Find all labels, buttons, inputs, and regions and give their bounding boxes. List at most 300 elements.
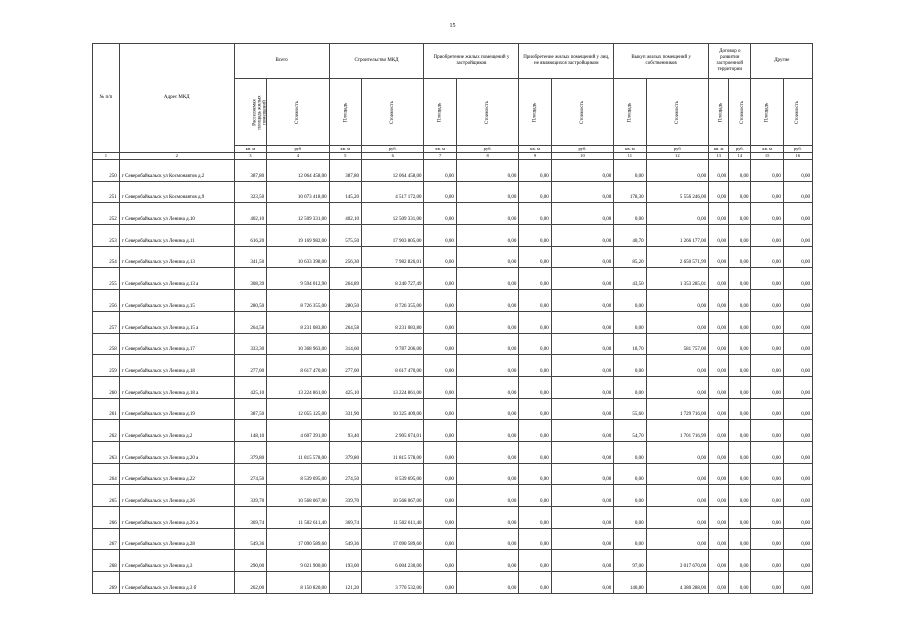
header-group-other: Другие — [751, 44, 813, 79]
column-number-cell: 8 — [456, 153, 519, 160]
value-cell: 193,00 — [329, 550, 361, 572]
value-cell: 0,00 — [456, 355, 519, 377]
value-cell: 0,00 — [551, 355, 614, 377]
value-cell: 387,80 — [329, 160, 361, 182]
table-row — [93, 246, 813, 268]
address-cell: г Северобайкальск ул Ленина д.28 — [119, 528, 234, 550]
value-cell: 280,50 — [234, 290, 266, 312]
value-cell: 0,00 — [519, 420, 551, 442]
value-cell: 0,00 — [751, 528, 783, 550]
value-cell: 0,00 — [751, 463, 783, 485]
unit-cell: руб — [646, 146, 709, 153]
value-cell: 0,00 — [424, 441, 456, 463]
value-cell: 0,00 — [551, 376, 614, 398]
row-number-cell: 257 — [93, 311, 120, 333]
address-cell: г Северобайкальск ул Ленина д.13 — [119, 246, 234, 268]
value-cell: 0,00 — [646, 507, 709, 529]
value-cell: 0,00 — [519, 485, 551, 507]
value-cell: 549,36 — [329, 528, 361, 550]
value-cell: 0,00 — [614, 311, 646, 333]
value-cell: 3 770 532,00 — [361, 572, 424, 594]
table-row — [93, 507, 813, 529]
value-cell: 18,70 — [614, 333, 646, 355]
unit-cell: руб. — [361, 146, 424, 153]
value-cell: 581 757,00 — [646, 333, 709, 355]
header-column-numbers — [93, 153, 813, 160]
value-cell: 0,00 — [424, 181, 456, 203]
value-cell: 0,00 — [456, 203, 519, 225]
value-cell: 43,50 — [614, 268, 646, 290]
value-cell: 0,00 — [783, 572, 812, 594]
value-cell: 0,00 — [709, 333, 729, 355]
value-cell: 0,00 — [519, 572, 551, 594]
address-cell: г Северобайкальск ул Ленина д.3 б — [119, 572, 234, 594]
value-cell: 0,00 — [783, 485, 812, 507]
header-group-buyout-owners: Выкуп жилых помещений у собственников — [614, 44, 709, 79]
value-cell: 0,00 — [456, 507, 519, 529]
unit-cell: руб. — [456, 146, 519, 153]
value-cell: 0,00 — [709, 268, 729, 290]
table-row — [93, 485, 813, 507]
header-sub: Площадь — [519, 79, 551, 146]
value-cell: 55,60 — [614, 398, 646, 420]
table-row — [93, 441, 813, 463]
value-cell: 0,00 — [729, 441, 751, 463]
value-cell: 8 231 083,80 — [361, 311, 424, 333]
column-number-cell: 6 — [361, 153, 424, 160]
value-cell: 0,00 — [519, 550, 551, 572]
value-cell: 0,00 — [519, 160, 551, 182]
value-cell: 0,00 — [424, 507, 456, 529]
address-cell: г Северобайкальск ул Космонавтов д.2 — [119, 160, 234, 182]
address-cell: г Северобайкальск ул Ленина д.2 — [119, 420, 234, 442]
value-cell: 8 617 470,00 — [361, 355, 424, 377]
value-cell: 0,00 — [751, 333, 783, 355]
value-cell: 7 982 826,01 — [361, 246, 424, 268]
value-cell: 0,00 — [614, 290, 646, 312]
value-cell: 9 594 012,90 — [267, 268, 330, 290]
value-cell: 10 568 067,00 — [267, 485, 330, 507]
address-cell: г Северобайкальск ул Космонавтов д.9 — [119, 181, 234, 203]
value-cell: 0,00 — [729, 572, 751, 594]
value-cell: 0,00 — [646, 290, 709, 312]
value-cell: 0,00 — [646, 485, 709, 507]
value-cell: 0,00 — [614, 376, 646, 398]
value-cell: 11 815 578,00 — [361, 441, 424, 463]
value-cell: 0,00 — [424, 246, 456, 268]
column-number-cell: 12 — [646, 153, 709, 160]
value-cell: 0,00 — [783, 463, 812, 485]
value-cell: 4 380 288,00 — [646, 572, 709, 594]
value-cell: 0,00 — [709, 420, 729, 442]
value-cell: 19 169 982,00 — [267, 225, 330, 247]
value-cell: 0,00 — [729, 160, 751, 182]
header-group-construction: Строительство МКД — [329, 44, 424, 79]
value-cell: 17 090 589,60 — [361, 528, 424, 550]
value-cell: 0,00 — [709, 550, 729, 572]
row-number-cell: 269 — [93, 572, 120, 594]
row-number-cell: 254 — [93, 246, 120, 268]
value-cell: 0,00 — [751, 376, 783, 398]
value-cell: 0,00 — [646, 355, 709, 377]
value-cell: 0,00 — [456, 463, 519, 485]
value-cell: 0,00 — [551, 507, 614, 529]
header-group-purchase-non-developers: Приобретение жилых помещений у лиц, не являющихся застройщиком — [519, 44, 614, 79]
table-header — [93, 44, 813, 160]
value-cell: 1 266 177,00 — [646, 225, 709, 247]
table-body — [93, 160, 813, 594]
table-row — [93, 398, 813, 420]
value-cell: 0,00 — [614, 528, 646, 550]
header-group-territory-development: Договор о развитии застроенной территории — [709, 44, 751, 79]
value-cell: 0,00 — [424, 463, 456, 485]
value-cell: 10 633 398,00 — [267, 246, 330, 268]
value-cell: 0,00 — [709, 398, 729, 420]
value-cell: 0,00 — [424, 398, 456, 420]
unit-cell: руб. — [729, 146, 751, 153]
row-number-cell: 263 — [93, 441, 120, 463]
table-row — [93, 333, 813, 355]
address-cell: г Северобайкальск ул Ленина д.13 а — [119, 268, 234, 290]
row-number-cell: 250 — [93, 160, 120, 182]
value-cell: 0,00 — [519, 311, 551, 333]
value-cell: 0,00 — [751, 355, 783, 377]
value-cell: 0,00 — [783, 355, 812, 377]
value-cell: 85,20 — [614, 246, 646, 268]
value-cell: 0,00 — [729, 398, 751, 420]
address-cell: г Северобайкальск ул Ленина д.15 а — [119, 311, 234, 333]
value-cell: 0,00 — [614, 355, 646, 377]
column-number-cell: 7 — [424, 153, 456, 160]
unit-cell: руб — [267, 146, 330, 153]
unit-cell: руб. — [783, 146, 812, 153]
header-sub: Площадь — [329, 79, 361, 146]
column-number-cell: 9 — [519, 153, 551, 160]
value-cell: 8 617 470,00 — [267, 355, 330, 377]
value-cell: 10 073 418,00 — [267, 181, 330, 203]
value-cell: 0,00 — [709, 572, 729, 594]
value-cell: 12 509 331,00 — [267, 203, 330, 225]
header-sub: Площадь — [424, 79, 456, 146]
value-cell: 0,00 — [614, 507, 646, 529]
value-cell: 0,00 — [751, 203, 783, 225]
value-cell: 0,00 — [551, 398, 614, 420]
value-cell: 0,00 — [729, 485, 751, 507]
value-cell: 0,00 — [729, 246, 751, 268]
column-number-cell: 13 — [709, 153, 729, 160]
value-cell: 0,00 — [424, 528, 456, 550]
value-cell: 0,00 — [646, 376, 709, 398]
value-cell: 0,00 — [519, 246, 551, 268]
value-cell: 0,00 — [646, 528, 709, 550]
value-cell: 0,00 — [751, 268, 783, 290]
value-cell: 0,00 — [551, 550, 614, 572]
row-number-cell: 267 — [93, 528, 120, 550]
header-sub: Стоимость — [729, 79, 751, 146]
value-cell: 277,00 — [234, 355, 266, 377]
value-cell: 0,00 — [751, 246, 783, 268]
value-cell: 0,00 — [456, 550, 519, 572]
value-cell: 0,00 — [783, 311, 812, 333]
value-cell: 0,00 — [783, 203, 812, 225]
table-row — [93, 203, 813, 225]
value-cell: 0,00 — [519, 225, 551, 247]
column-number-cell: 1 — [93, 153, 120, 160]
value-cell: 0,00 — [709, 225, 729, 247]
value-cell: 264,58 — [329, 311, 361, 333]
value-cell: 0,00 — [729, 333, 751, 355]
page-number: 15 — [449, 23, 456, 29]
value-cell: 425,10 — [329, 376, 361, 398]
value-cell: 274,50 — [329, 463, 361, 485]
value-cell: 0,00 — [456, 311, 519, 333]
address-cell: г Северобайкальск ул Ленина д.26 а — [119, 507, 234, 529]
column-number-cell: 4 — [267, 153, 330, 160]
value-cell: 0,00 — [614, 485, 646, 507]
value-cell: 0,00 — [783, 225, 812, 247]
value-cell: 0,00 — [729, 290, 751, 312]
value-cell: 0,00 — [519, 355, 551, 377]
row-number-cell: 265 — [93, 485, 120, 507]
value-cell: 0,00 — [783, 507, 812, 529]
header-sub: Стоимость — [267, 79, 330, 146]
value-cell: 8 726 355,00 — [361, 290, 424, 312]
value-cell: 8 539 695,00 — [361, 463, 424, 485]
value-cell: 0,00 — [751, 181, 783, 203]
value-cell: 264,58 — [234, 311, 266, 333]
value-cell: 4 517 172,00 — [361, 181, 424, 203]
value-cell: 0,00 — [456, 376, 519, 398]
value-cell: 0,00 — [456, 420, 519, 442]
value-cell: 5 556 246,00 — [646, 181, 709, 203]
header-group-purchase-developers: Приобретение жилых помещений у застройщиков — [424, 44, 519, 79]
value-cell: 0,00 — [751, 398, 783, 420]
value-cell: 0,00 — [729, 268, 751, 290]
value-cell: 0,00 — [751, 420, 783, 442]
value-cell: 0,00 — [729, 463, 751, 485]
value-cell: 277,00 — [329, 355, 361, 377]
value-cell: 549,36 — [234, 528, 266, 550]
value-cell: 11 815 578,00 — [267, 441, 330, 463]
table-row — [93, 268, 813, 290]
value-cell: 0,00 — [519, 398, 551, 420]
address-cell: г Северобайкальск ул Ленина д.18 — [119, 355, 234, 377]
table-row — [93, 355, 813, 377]
value-cell: 54,70 — [614, 420, 646, 442]
value-cell: 256,30 — [329, 246, 361, 268]
value-cell: 0,00 — [729, 181, 751, 203]
header-sub: Площадь — [614, 79, 646, 146]
value-cell: 13 224 861,00 — [267, 376, 330, 398]
value-cell: 0,00 — [783, 528, 812, 550]
value-cell: 0,00 — [551, 485, 614, 507]
value-cell: 0,00 — [456, 441, 519, 463]
value-cell: 0,00 — [424, 160, 456, 182]
value-cell: 0,00 — [709, 246, 729, 268]
value-cell: 0,00 — [456, 160, 519, 182]
table-row — [93, 463, 813, 485]
header-sub: Площадь — [751, 79, 783, 146]
value-cell: 0,00 — [646, 441, 709, 463]
row-number-cell: 266 — [93, 507, 120, 529]
value-cell: 6 004 230,00 — [361, 550, 424, 572]
value-cell: 0,00 — [709, 463, 729, 485]
value-cell: 0,00 — [751, 290, 783, 312]
value-cell: 0,00 — [424, 333, 456, 355]
value-cell: 0,00 — [709, 160, 729, 182]
value-cell: 0,00 — [783, 268, 812, 290]
resettlement-table — [92, 43, 813, 594]
column-number-cell: 5 — [329, 153, 361, 160]
value-cell: 0,00 — [456, 290, 519, 312]
value-cell: 0,00 — [551, 246, 614, 268]
value-cell: 0,00 — [551, 528, 614, 550]
value-cell: 3 017 670,00 — [646, 550, 709, 572]
unit-cell: руб. — [551, 146, 614, 153]
table-row — [93, 528, 813, 550]
unit-cell: кв. м — [709, 146, 729, 153]
address-cell: г Северобайкальск ул Ленина д.22 — [119, 463, 234, 485]
table-row — [93, 225, 813, 247]
header-sub: Площадь — [709, 79, 729, 146]
value-cell: 13 224 861,00 — [361, 376, 424, 398]
row-number-cell: 259 — [93, 355, 120, 377]
value-cell: 0,00 — [424, 376, 456, 398]
value-cell: 0,00 — [456, 268, 519, 290]
value-cell: 0,00 — [551, 203, 614, 225]
address-cell: г Северобайкальск ул Ленина д.15 — [119, 290, 234, 312]
value-cell: 0,00 — [551, 420, 614, 442]
value-cell: 0,00 — [709, 355, 729, 377]
row-number-cell: 262 — [93, 420, 120, 442]
value-cell: 369,74 — [329, 507, 361, 529]
value-cell: 0,00 — [519, 463, 551, 485]
value-cell: 0,00 — [751, 507, 783, 529]
column-number-cell: 11 — [614, 153, 646, 160]
value-cell: 0,00 — [456, 225, 519, 247]
value-cell: 0,00 — [456, 333, 519, 355]
address-cell: г Северобайкальск ул Ленина д.26 — [119, 485, 234, 507]
value-cell: 0,00 — [783, 160, 812, 182]
value-cell: 0,00 — [751, 572, 783, 594]
value-cell: 0,00 — [729, 203, 751, 225]
value-cell: 0,00 — [456, 398, 519, 420]
value-cell: 2 905 674,01 — [361, 420, 424, 442]
value-cell: 575,50 — [329, 225, 361, 247]
value-cell: 341,50 — [234, 246, 266, 268]
value-cell: 290,00 — [234, 550, 266, 572]
value-cell: 0,00 — [783, 550, 812, 572]
value-cell: 0,00 — [709, 181, 729, 203]
value-cell: 140,80 — [614, 572, 646, 594]
value-cell: 0,00 — [783, 376, 812, 398]
value-cell: 0,00 — [519, 290, 551, 312]
value-cell: 308,39 — [234, 268, 266, 290]
value-cell: 8 539 695,00 — [267, 463, 330, 485]
value-cell: 0,00 — [729, 507, 751, 529]
value-cell: 93,40 — [329, 420, 361, 442]
value-cell: 379,80 — [329, 441, 361, 463]
value-cell: 9 787 206,00 — [361, 333, 424, 355]
row-number-cell: 256 — [93, 290, 120, 312]
value-cell: 0,00 — [709, 203, 729, 225]
header-sub: Стоимость — [646, 79, 709, 146]
value-cell: 4 607 391,00 — [267, 420, 330, 442]
value-cell: 1 353 285,01 — [646, 268, 709, 290]
value-cell: 1 729 716,00 — [646, 398, 709, 420]
value-cell: 323,50 — [234, 181, 266, 203]
value-cell: 0,00 — [551, 268, 614, 290]
value-cell: 9 021 900,00 — [267, 550, 330, 572]
row-number-cell: 258 — [93, 333, 120, 355]
value-cell: 0,00 — [614, 160, 646, 182]
value-cell: 0,00 — [729, 528, 751, 550]
row-number-cell: 253 — [93, 225, 120, 247]
header-sub: Стоимость — [783, 79, 812, 146]
value-cell: 0,00 — [709, 441, 729, 463]
value-cell: 0,00 — [709, 507, 729, 529]
value-cell: 0,00 — [783, 290, 812, 312]
column-number-cell: 3 — [234, 153, 266, 160]
value-cell: 0,00 — [424, 290, 456, 312]
table-row — [93, 376, 813, 398]
row-number-cell: 255 — [93, 268, 120, 290]
value-cell: 0,00 — [551, 311, 614, 333]
value-cell: 8 726 355,00 — [267, 290, 330, 312]
value-cell: 402,10 — [234, 203, 266, 225]
value-cell: 0,00 — [424, 225, 456, 247]
value-cell: 148,10 — [234, 420, 266, 442]
table-row — [93, 420, 813, 442]
value-cell: 0,00 — [456, 572, 519, 594]
address-cell: г Северобайкальск ул Ленина д.11 — [119, 225, 234, 247]
value-cell: 339,70 — [329, 485, 361, 507]
value-cell: 0,00 — [783, 398, 812, 420]
header-group-total: Всего — [234, 44, 329, 79]
table-row — [93, 181, 813, 203]
table-row — [93, 311, 813, 333]
value-cell: 0,00 — [729, 376, 751, 398]
value-cell: 0,00 — [551, 463, 614, 485]
value-cell: 0,00 — [751, 550, 783, 572]
value-cell: 10 368 963,00 — [267, 333, 330, 355]
header-sub: Стоимость — [361, 79, 424, 146]
value-cell: 0,00 — [424, 572, 456, 594]
header-row-number: № п/п — [93, 44, 120, 153]
value-cell: 0,00 — [551, 572, 614, 594]
value-cell: 97,00 — [614, 550, 646, 572]
row-number-cell: 268 — [93, 550, 120, 572]
value-cell: 8 150 820,00 — [267, 572, 330, 594]
value-cell: 12 064 458,00 — [267, 160, 330, 182]
value-cell: 12 055 125,00 — [267, 398, 330, 420]
value-cell: 0,00 — [709, 528, 729, 550]
table-row — [93, 550, 813, 572]
header-sub: Расселяемая площадь жилых помещений — [234, 79, 266, 146]
value-cell: 0,00 — [783, 420, 812, 442]
value-cell: 0,00 — [551, 160, 614, 182]
value-cell: 425,10 — [234, 376, 266, 398]
table-row — [93, 290, 813, 312]
value-cell: 0,00 — [729, 311, 751, 333]
unit-cell: кв. м — [234, 146, 266, 153]
value-cell: 0,00 — [424, 420, 456, 442]
value-cell: 0,00 — [709, 290, 729, 312]
value-cell: 0,00 — [424, 311, 456, 333]
value-cell: 0,00 — [729, 225, 751, 247]
value-cell: 0,00 — [424, 485, 456, 507]
value-cell: 314,60 — [329, 333, 361, 355]
